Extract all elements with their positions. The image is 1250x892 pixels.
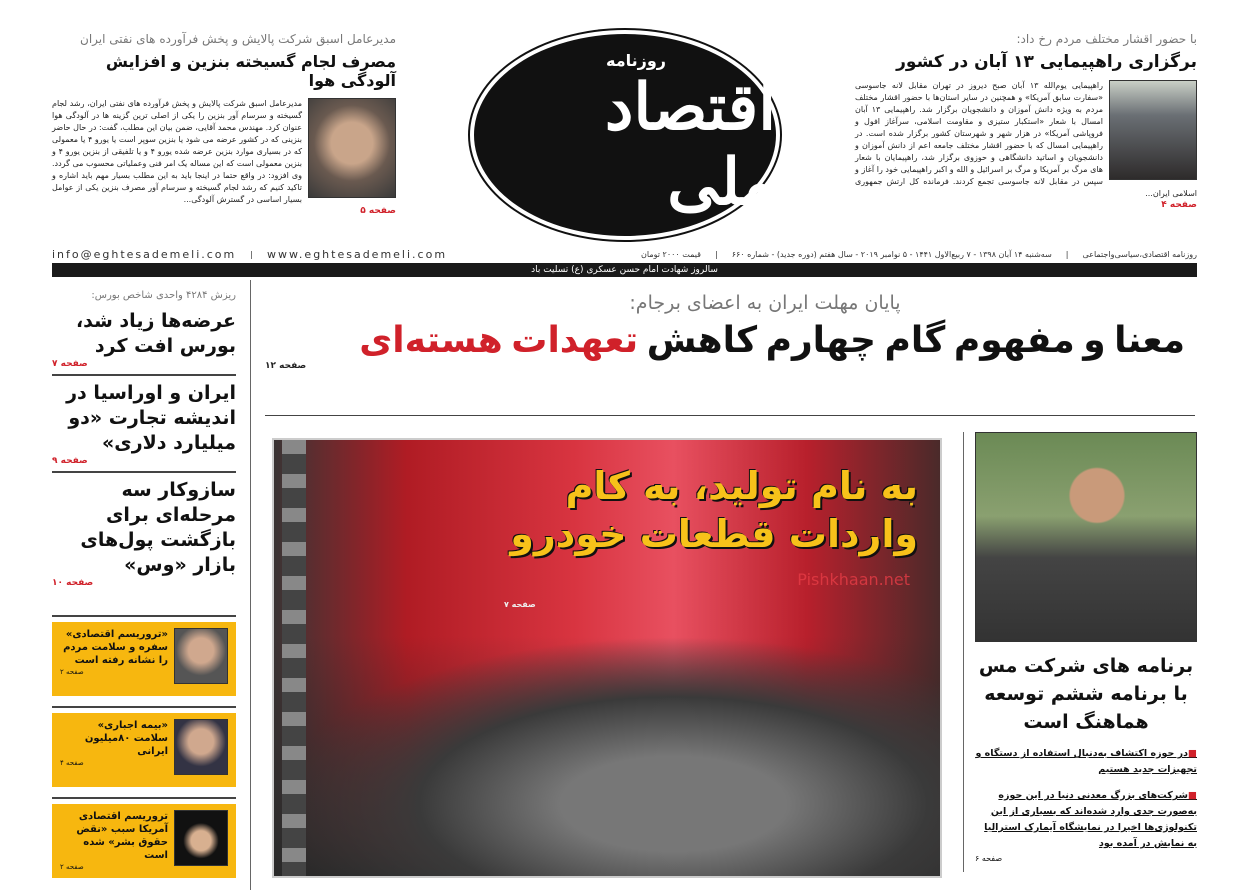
bullet: ■شرکت‌های بزرگ معدنی دنیا در این حوزه به‌صورت جدی وارد شده‌اند که بسیاری از این تکنولوژی‌ها اخیرا در نمایشگاه آیمارک استرالیا به نمایش در آمده بود [984, 790, 1197, 849]
side-story[interactable] [52, 309, 236, 369]
divider [250, 280, 251, 890]
divider [52, 615, 236, 617]
left-boxes [52, 615, 236, 878]
masthead-small: روزنامه [606, 50, 666, 70]
headline: تروریسم اقتصادی آمریکا سبب «نقض حقوق بشر» شده است [76, 811, 168, 861]
promo-box[interactable] [52, 713, 236, 787]
engine-parts [274, 636, 940, 876]
page-ref[interactable]: صفحه ۹ [52, 456, 88, 466]
price: قیمت ۲۰۰۰ تومان [641, 249, 701, 259]
page-ref[interactable]: صفحه ۱۰ [52, 578, 94, 588]
article-body: مدیرعامل اسبق شرکت پالایش و پخش فرآورده های نفتی ایران، رشد لجام گسیخته و سرسام آور بنزین را یکی از اصلی ترین گزینه ها در آلودگی هوا عنوان کرد. مهندس محمد آقایی، ضمن بیان این مطلب، گفت: در حال حاضر بنزینی که در کشور عرضه می شود یا بنزین سوپر است یا یورو ۴ یا معمولی که در بسیاری موارد بنزین عرضه شده یورو ۴ و یا تلفیقی از بنزین یورو ۴ و بنزین معمولی است که این مساله یک امر فنی وعملیاتی محسوب می گردد. وی افزود: در واقع حتما در اینجا باید به این مطلب بسیار مهم باید اشاره و تاکید کنیم که رشد لجام گسیخته و سرسام آور مصرف بنزین یکی از عوامل بسیار اساسی در گسترش آلودگی... [52, 99, 303, 204]
top-left-story[interactable] [52, 32, 396, 216]
page-ref[interactable]: صفحه ۷ [52, 359, 88, 369]
page-ref[interactable]: صفحه ۶ [975, 854, 1003, 863]
divider [52, 471, 236, 473]
headline: «بیمه اجباری» سلامت ۸۰میلیون ایرانی [84, 720, 168, 757]
headline[interactable]: ایران و اوراسیا در اندیشه تجارت «دو میلیارد دلاری» [66, 382, 236, 454]
camshaft [282, 440, 306, 876]
headline[interactable]: عرضه‌ها زیاد شد، بورس افت کرد [75, 310, 236, 357]
divider [963, 432, 964, 872]
headline-red: تعهدات هسته‌ای [359, 320, 639, 361]
divider [52, 797, 236, 799]
banner [52, 263, 1197, 277]
photo-headline [510, 462, 918, 558]
headline[interactable]: برگزاری راهپیمایی ۱۳ آبان در کشور [896, 52, 1197, 72]
divider [52, 374, 236, 376]
info-bar: روزنامه اقتصادی،سیاسی‌واجتماعی | سه‌شنبه ۱۴ آبان ۱۳۹۸ - ۷ ربیع‌الاول ۱۴۴۱ - ۵ نوامبر ۲۰۱۹ - سال هفتم (دوره جدید) - شماره ۶۶۰ | قیمت ۲۰۰۰ تومان www.eghtesademeli.com | info@eghtesademeli.com [52, 247, 1197, 261]
portrait-photo [308, 98, 396, 198]
lead-headline[interactable] [265, 320, 1185, 361]
bullet: ■در حوزه اکتشاف به‌دنبال استفاده از دستگاه و تجهیزات جدید هستیم [975, 748, 1197, 775]
left-column [52, 290, 236, 588]
headline-black: معنا و مفهوم گام چهارم کاهش [638, 320, 1185, 361]
masthead-logo [470, 30, 780, 240]
page-ref[interactable]: صفحه ۲ [60, 668, 84, 676]
side-story[interactable] [52, 381, 236, 466]
kicker: مدیرعامل اسبق شرکت پالایش و پخش فرآورده های نفتی ایران [80, 32, 396, 46]
person-photo [174, 719, 228, 775]
page-ref[interactable]: صفحه ۴ [1161, 200, 1197, 210]
person-photo [174, 810, 228, 866]
person-photo [174, 628, 228, 684]
protest-photo [1109, 80, 1197, 180]
page-ref[interactable]: صفحه ۲ [60, 863, 84, 871]
website-link[interactable]: www.eghtesademeli.com [266, 247, 448, 261]
divider [52, 706, 236, 708]
headline: «تروریسم اقتصادی» سفره و سلامت مردم را نشانه رفته است [63, 629, 168, 666]
kicker: ریزش ۴۲۸۴ واحدی شاخص بورس: [91, 290, 236, 301]
executive-photo [975, 432, 1197, 642]
right-story[interactable] [975, 432, 1197, 863]
promo-box[interactable] [52, 804, 236, 878]
article-body: راهپیمایی یوم‌الله ۱۳ آبان صبح دیروز در تهران مقابل لانه جاسوسی «سفارت سابق آمریکا» و همچنین در سایر استان‌ها با حضور اقشار مختلف مردم به ویژه دانش آموزان و دانشجویان برگزار شد. راهپیمایی ۱۳ آبان امسال با شعار «استکبار ستیزی و مقاومت اسلامی، سرآغاز افول و فروپاشی آمریکا» در هزار شهر و شهرستان کشور برگزار شده است. در راهپیمایی امسال که با حضور اقشار مختلف جامعه اعم از دانش آموزان و دانشجویان و اساتید دانشگاهی و حوزوی برگزار شد، راهپیمایان با شعار های مرگ بر آمریکا و مرگ بر اسرائیل و الله و اکبر راهپیمایی خود را آغاز و سپس در مقابل لانه جاسوسی تجمع کردند. فرمانده کل ارتش جمهوری اسلامی ایران... [855, 81, 1197, 198]
banner-text: سالروز شهادت امام حسن عسکری (ع) تسلیت باد [531, 265, 718, 275]
headline[interactable]: سازوکار سه مرحله‌ای برای بازگشت پول‌های بازار «وس» [80, 479, 236, 576]
page-ref[interactable]: صفحه ۷ [504, 600, 536, 609]
page-ref[interactable]: صفحه ۱۲ [265, 361, 307, 371]
email-link[interactable]: info@eghtesademeli.com [52, 247, 237, 261]
headline[interactable]: مصرف لجام گسیخته بنزین و افزایش آلودگی هوا [105, 52, 396, 90]
divider [265, 415, 1195, 416]
masthead-name: اقتصاد ملی [604, 69, 776, 220]
watermark: Pishkhaan.net [797, 570, 910, 589]
promo-box[interactable] [52, 622, 236, 696]
issue-date: سه‌شنبه ۱۴ آبان ۱۳۹۸ - ۷ ربیع‌الاول ۱۴۴۱ - ۵ نوامبر ۲۰۱۹ - سال هفتم (دوره جدید) - شماره ۶۶۰ [731, 249, 1052, 259]
side-story[interactable] [52, 478, 236, 588]
photo-headline-line2: واردات قطعات خودرو [510, 512, 918, 556]
page-ref[interactable]: صفحه ۴ [60, 759, 84, 767]
headline[interactable]: برنامه های شرکت مس با برنامه ششم توسعه هماهنگ است [978, 655, 1194, 733]
page-ref[interactable]: صفحه ۵ [360, 206, 396, 216]
lead-story[interactable] [265, 292, 1185, 371]
main-photo[interactable] [272, 438, 942, 878]
paper-type: روزنامه اقتصادی،سیاسی‌واجتماعی [1082, 249, 1197, 259]
top-right-story[interactable] [855, 32, 1197, 210]
kicker: با حضور اقشار مختلف مردم رخ داد: [1016, 32, 1197, 46]
photo-headline-line1: به نام تولید، به کام [565, 464, 918, 508]
lead-kicker: پایان مهلت ایران به اعضای برجام: [629, 292, 901, 314]
